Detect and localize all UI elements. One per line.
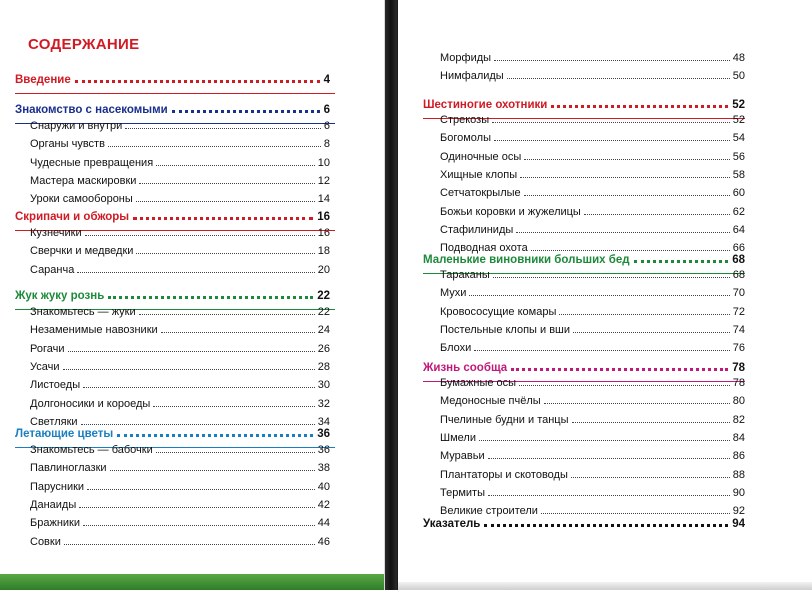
dot-leader	[494, 140, 730, 141]
toc-entry-label: Тараканы	[440, 269, 490, 281]
section-heading-label: Знакомство с насекомыми	[15, 104, 168, 116]
toc-entry-label: Мастера маскировки	[30, 175, 137, 187]
section-heading-label: Летающие цветы	[15, 428, 114, 440]
dot-leader	[83, 525, 315, 526]
toc-entry[interactable]	[440, 432, 745, 444]
dot-leader	[511, 368, 728, 371]
toc-entry-label: Постельные клопы и вши	[440, 324, 571, 336]
toc-entry-page-number: 60	[732, 187, 745, 199]
toc-entry[interactable]	[30, 517, 330, 529]
toc-entry[interactable]	[30, 462, 330, 474]
dot-leader	[110, 470, 315, 471]
dot-leader	[156, 452, 315, 453]
section-heading-page-number: 6	[323, 104, 330, 116]
right-page	[398, 0, 812, 590]
dot-leader	[469, 295, 729, 296]
toc-entry[interactable]	[30, 444, 330, 456]
dot-leader	[153, 406, 314, 407]
toc-entry[interactable]	[440, 169, 745, 181]
toc-entry[interactable]	[440, 505, 745, 517]
toc-entry[interactable]	[30, 398, 330, 410]
dot-leader	[474, 350, 729, 351]
toc-entry-label: Бражники	[30, 517, 80, 529]
dot-leader	[108, 296, 313, 299]
book-gutter	[385, 0, 397, 590]
toc-entry-label: Шмели	[440, 432, 476, 444]
toc-entry-page-number: 32	[317, 398, 330, 410]
toc-entry-page-number: 54	[732, 132, 745, 144]
toc-entry[interactable]	[440, 242, 745, 254]
toc-entry-page-number: 86	[732, 450, 745, 462]
section-heading-page-number: 94	[732, 518, 745, 530]
toc-entry-page-number: 84	[732, 432, 745, 444]
dot-leader	[63, 369, 315, 370]
dot-leader	[551, 105, 728, 108]
toc-entry-label: Блохи	[440, 342, 472, 354]
toc-entry-page-number: 24	[317, 324, 330, 336]
toc-entry[interactable]	[440, 114, 745, 126]
section-heading[interactable]	[15, 74, 330, 86]
toc-entry-page-number: 16	[317, 227, 330, 239]
toc-entry[interactable]	[440, 269, 745, 281]
toc-entry-label: Сверчки и медведки	[30, 245, 134, 257]
toc-entry-page-number: 38	[317, 462, 330, 474]
toc-entry-page-number: 20	[317, 264, 330, 276]
dot-leader	[494, 60, 730, 61]
toc-entry-page-number: 18	[317, 245, 330, 257]
dot-leader	[524, 159, 730, 160]
toc-entry[interactable]	[30, 227, 330, 239]
toc-entry-label: Знакомьтесь — бабочки	[30, 444, 153, 456]
toc-entry-page-number: 44	[317, 517, 330, 529]
toc-entry[interactable]	[440, 70, 745, 82]
dot-leader	[484, 524, 728, 527]
dot-leader	[541, 513, 730, 514]
toc-entry-page-number: 12	[317, 175, 330, 187]
toc-entry[interactable]	[30, 306, 330, 318]
toc-entry-page-number: 68	[732, 269, 745, 281]
toc-entry[interactable]	[440, 487, 745, 499]
dot-leader	[156, 165, 315, 166]
page-edge-decoration	[398, 582, 812, 590]
toc-entry-page-number: 70	[732, 287, 745, 299]
dot-leader	[479, 440, 730, 441]
toc-entry-label: Морфиды	[440, 52, 492, 64]
toc-entry-label: Органы чувств	[30, 138, 105, 150]
dot-leader	[634, 260, 729, 263]
toc-entry-page-number: 64	[732, 224, 745, 236]
toc-entry-label: Долгоносики и короеды	[30, 398, 151, 410]
toc-entry[interactable]	[30, 379, 330, 391]
toc-entry[interactable]	[440, 287, 745, 299]
section-heading-label: Жизнь сообща	[423, 362, 508, 374]
dot-leader	[493, 277, 730, 278]
toc-entry-label: Парусники	[30, 481, 85, 493]
toc-entry-label: Богомолы	[440, 132, 491, 144]
section-divider	[15, 93, 335, 94]
toc-entry[interactable]	[440, 450, 745, 462]
section-heading[interactable]	[15, 211, 330, 223]
section-heading-page-number: 52	[732, 99, 745, 111]
dot-leader	[136, 201, 315, 202]
dot-leader	[572, 422, 730, 423]
toc-entry-label: Медоносные пчёлы	[440, 395, 541, 407]
dot-leader	[117, 434, 313, 437]
section-heading-label: Маленькие виновники больших бед	[423, 254, 630, 266]
toc-entry[interactable]	[30, 343, 330, 355]
toc-entry-label: Мухи	[440, 287, 467, 299]
dot-leader	[516, 232, 729, 233]
left-page	[0, 0, 385, 590]
toc-entry[interactable]	[440, 187, 745, 199]
section-heading-page-number: 4	[323, 74, 330, 86]
toc-entry-label: Листоеды	[30, 379, 81, 391]
toc-entry[interactable]	[440, 206, 745, 218]
toc-entry[interactable]	[440, 306, 745, 318]
toc-entry[interactable]	[30, 175, 330, 187]
toc-entry-page-number: 62	[732, 206, 745, 218]
toc-entry-label: Великие строители	[440, 505, 538, 517]
toc-entry[interactable]	[30, 245, 330, 257]
dot-leader	[108, 146, 321, 147]
toc-entry-label: Уроки самообороны	[30, 193, 133, 205]
dot-leader	[68, 351, 315, 352]
section-heading-label: Жук жуку рознь	[15, 290, 105, 302]
toc-entry[interactable]	[440, 342, 745, 354]
toc-entry[interactable]	[30, 416, 330, 428]
toc-entry-label: Плантаторы и скотоводы	[440, 469, 568, 481]
toc-entry-page-number: 76	[732, 342, 745, 354]
section-heading[interactable]	[423, 362, 745, 374]
section-heading-page-number: 78	[732, 362, 745, 374]
grass-decoration	[0, 574, 384, 590]
toc-entry-page-number: 66	[732, 242, 745, 254]
dot-leader	[77, 272, 314, 273]
dot-leader	[488, 458, 730, 459]
toc-entry-label: Усачи	[30, 361, 60, 373]
toc-entry-label: Незаменимые навозники	[30, 324, 158, 336]
dot-leader	[85, 235, 315, 236]
toc-entry-page-number: 6	[323, 120, 330, 132]
toc-entry-page-number: 40	[317, 481, 330, 493]
dot-leader	[573, 332, 730, 333]
toc-entry[interactable]	[30, 120, 330, 132]
toc-entry-page-number: 58	[732, 169, 745, 181]
toc-entry[interactable]	[440, 52, 745, 64]
toc-entry-page-number: 48	[732, 52, 745, 64]
toc-entry[interactable]	[440, 469, 745, 481]
toc-entry-page-number: 92	[732, 505, 745, 517]
toc-entry-page-number: 50	[732, 70, 745, 82]
toc-entry-label: Чудесные превращения	[30, 157, 154, 169]
toc-entry-page-number: 90	[732, 487, 745, 499]
toc-entry[interactable]	[30, 193, 330, 205]
toc-entry[interactable]	[440, 132, 745, 144]
dot-leader	[488, 495, 730, 496]
toc-entry-page-number: 80	[732, 395, 745, 407]
dot-leader	[125, 128, 321, 129]
toc-entry-page-number: 52	[732, 114, 745, 126]
toc-entry[interactable]	[30, 361, 330, 373]
section-heading[interactable]	[15, 290, 330, 302]
toc-entry-label: Одиночные осы	[440, 151, 522, 163]
dot-leader	[531, 250, 730, 251]
section-heading[interactable]	[423, 254, 745, 266]
section-heading[interactable]	[15, 428, 330, 440]
toc-entry-label: Павлиноглазки	[30, 462, 107, 474]
toc-entry[interactable]	[440, 377, 745, 389]
page-title: СОДЕРЖАНИЕ	[28, 36, 140, 53]
toc-entry[interactable]	[30, 138, 330, 150]
dot-leader	[83, 387, 315, 388]
toc-entry-page-number: 46	[317, 536, 330, 548]
toc-entry-page-number: 36	[317, 444, 330, 456]
dot-leader	[559, 314, 729, 315]
toc-entry[interactable]	[30, 499, 330, 511]
toc-entry-label: Саранча	[30, 264, 75, 276]
toc-entry-label: Рогачи	[30, 343, 65, 355]
section-heading-page-number: 22	[317, 290, 330, 302]
section-heading[interactable]	[423, 518, 745, 530]
section-heading-page-number: 36	[317, 428, 330, 440]
toc-entry-label: Кузнечики	[30, 227, 82, 239]
toc-entry-page-number: 34	[317, 416, 330, 428]
dot-leader	[520, 177, 730, 178]
toc-entry[interactable]	[440, 224, 745, 236]
dot-leader	[79, 507, 315, 508]
toc-entry-page-number: 10	[317, 157, 330, 169]
toc-entry-label: Пчелиные будни и танцы	[440, 414, 569, 426]
dot-leader	[161, 332, 315, 333]
toc-entry-label: Нимфалиды	[440, 70, 504, 82]
section-heading[interactable]	[15, 104, 330, 116]
toc-entry-label: Знакомьтесь — жуки	[30, 306, 136, 318]
toc-entry-label: Светляки	[30, 416, 78, 428]
dot-leader	[136, 253, 314, 254]
toc-entry-label: Стрекозы	[440, 114, 490, 126]
toc-entry[interactable]	[440, 414, 745, 426]
toc-entry-page-number: 56	[732, 151, 745, 163]
toc-entry-page-number: 72	[732, 306, 745, 318]
dot-leader	[492, 122, 730, 123]
toc-entry-label: Совки	[30, 536, 61, 548]
toc-entry[interactable]	[30, 324, 330, 336]
toc-entry-label: Термиты	[440, 487, 485, 499]
toc-entry-label: Муравьи	[440, 450, 485, 462]
dot-leader	[519, 385, 730, 386]
toc-entry-label: Божьи коровки и жужелицы	[440, 206, 581, 218]
toc-entry-label: Снаружи и внутри	[30, 120, 123, 132]
toc-entry-label: Подводная охота	[440, 242, 528, 254]
dot-leader	[139, 314, 315, 315]
toc-entry-page-number: 22	[317, 306, 330, 318]
toc-entry-label: Хищные клопы	[440, 169, 518, 181]
dot-leader	[507, 78, 730, 79]
toc-entry[interactable]	[30, 481, 330, 493]
toc-entry-label: Данаиды	[30, 499, 77, 511]
toc-entry-page-number: 14	[317, 193, 330, 205]
section-heading-label: Указатель	[423, 518, 481, 530]
toc-entry-page-number: 28	[317, 361, 330, 373]
toc-entry-label: Сетчатокрылые	[440, 187, 521, 199]
section-heading-label: Введение	[15, 74, 71, 86]
dot-leader	[571, 477, 730, 478]
toc-entry-page-number: 78	[732, 377, 745, 389]
section-heading[interactable]	[423, 99, 745, 111]
section-heading-label: Шестиногие охотники	[423, 99, 548, 111]
toc-entry-page-number: 30	[317, 379, 330, 391]
section-heading-page-number: 16	[317, 211, 330, 223]
toc-entry-page-number: 26	[317, 343, 330, 355]
section-heading-page-number: 68	[732, 254, 745, 266]
toc-entry-label: Бумажные осы	[440, 377, 517, 389]
toc-entry-page-number: 88	[732, 469, 745, 481]
toc-entry-page-number: 8	[323, 138, 330, 150]
dot-leader	[524, 195, 730, 196]
toc-entry-label: Стафилиниды	[440, 224, 514, 236]
dot-leader	[133, 217, 313, 220]
dot-leader	[87, 489, 315, 490]
toc-entry[interactable]	[30, 536, 330, 548]
toc-entry[interactable]	[440, 151, 745, 163]
section-heading-label: Скрипачи и обжоры	[15, 211, 130, 223]
dot-leader	[139, 183, 314, 184]
dot-leader	[75, 80, 320, 83]
toc-entry[interactable]	[440, 324, 745, 336]
dot-leader	[64, 544, 315, 545]
toc-entry-page-number: 74	[732, 324, 745, 336]
toc-entry-label: Кровососущие комары	[440, 306, 557, 318]
toc-entry[interactable]	[30, 264, 330, 276]
toc-entry-page-number: 82	[732, 414, 745, 426]
toc-entry[interactable]	[30, 157, 330, 169]
dot-leader	[172, 110, 320, 113]
dot-leader	[81, 424, 315, 425]
toc-entry-page-number: 42	[317, 499, 330, 511]
dot-leader	[544, 403, 730, 404]
toc-entry[interactable]	[440, 395, 745, 407]
dot-leader	[584, 214, 730, 215]
